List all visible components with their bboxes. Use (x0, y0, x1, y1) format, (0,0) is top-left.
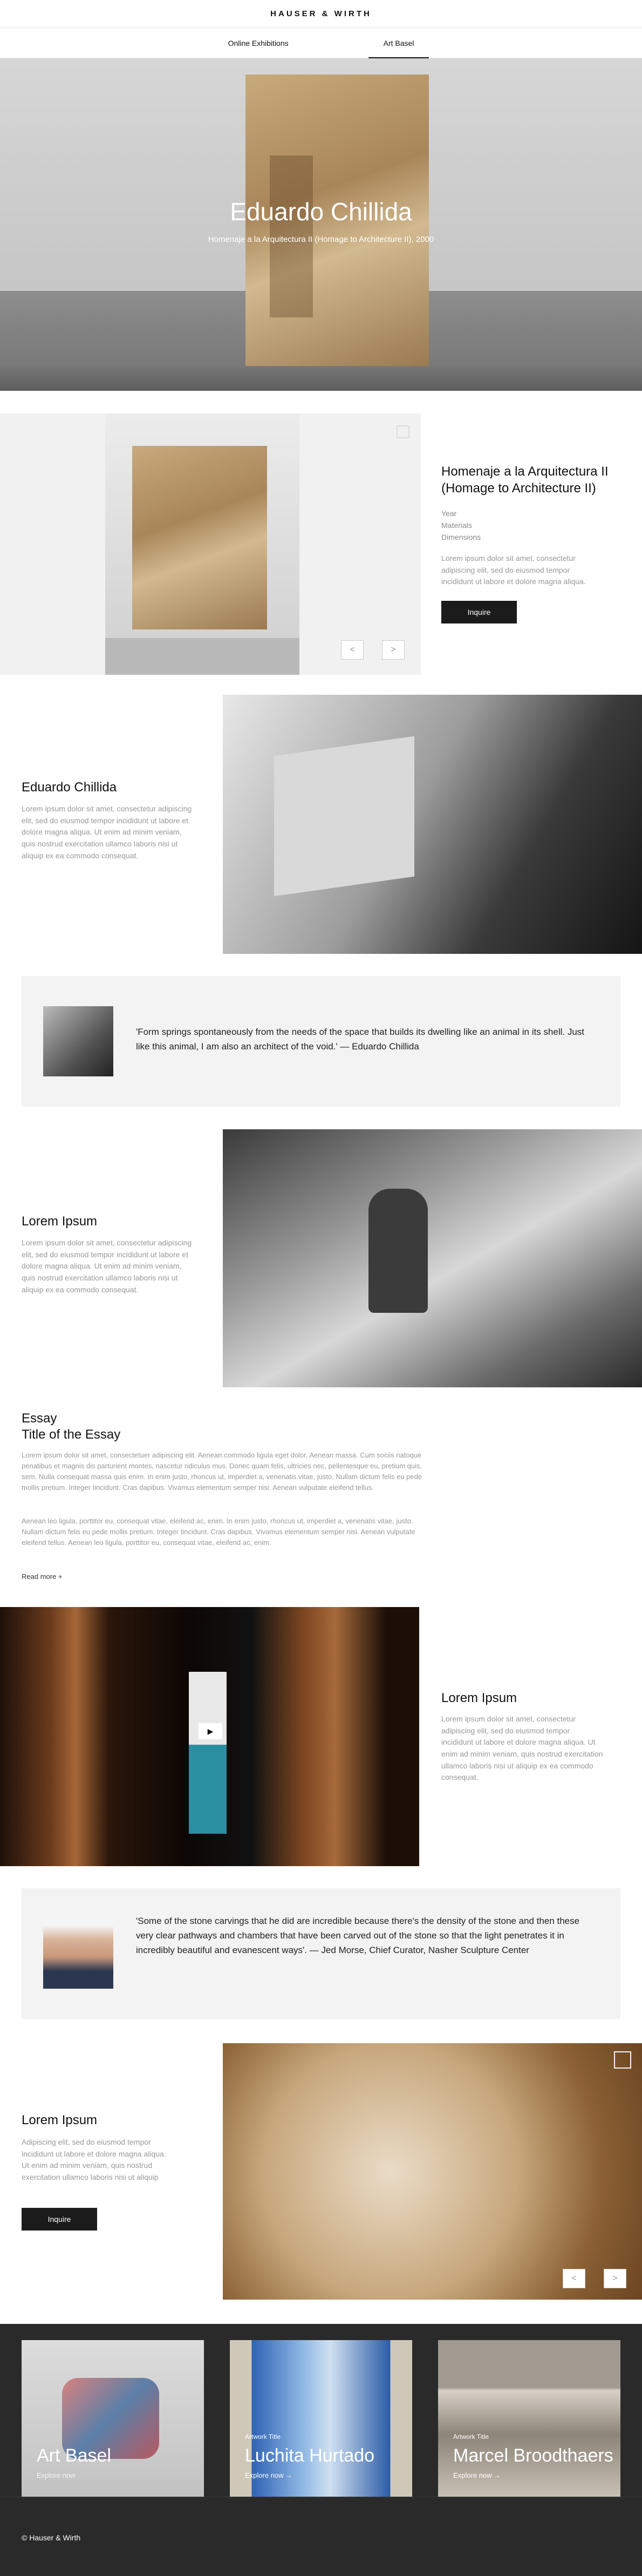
artwork-materials: Materials (441, 521, 472, 530)
card-explore-link[interactable]: Explore now → (245, 2471, 293, 2479)
artwork-year: Year (441, 509, 457, 518)
tab-online-exhibitions[interactable]: Online Exhibitions (228, 38, 289, 48)
quote-text: 'Form springs spontaneously from the needs of the space that builds its dwelling like an animal in its shell. Just like this animal, I am also an architect of the void.' — Eduardo Chillida (136, 1027, 584, 1052)
expand-icon[interactable] (397, 425, 409, 438)
artwork-description: Lorem ipsum dolor sit amet, consectetur adipiscing elit, sed do eiusmod tempor incididunt ut labore et dolore magna aliqua. (441, 554, 586, 586)
section3-inquire-button[interactable]: Inquire (22, 2208, 97, 2231)
card-art-basel[interactable] (22, 2340, 204, 2498)
section3-title: Lorem Ipsum (22, 2113, 98, 2127)
section3-text: Adipiscing elit, sed do eiusmod tempor incididunt ut labore et dolore magna aliqua. Ut enim ad minim veniam, quis nostrud exercitation ullamco laboris nisi ut aliquip (22, 2138, 166, 2182)
bio-title: Eduardo Chillida (22, 780, 117, 795)
artwork-dimensions: Dimensions (441, 533, 481, 541)
artwork-image (132, 446, 267, 629)
card-luchita-hurtado[interactable] (230, 2340, 412, 2498)
video-text: Lorem ipsum dolor sit amet, consectetur adipiscing elit, sed do eiusmod tempor incididunt ut labore et dolore magna aliqua. Ut enim ad minim veniam, quis nostrud exercitation ullamco laboris nisi ut aliquip ex ea commodo consequat. (441, 1714, 603, 1782)
bio-text: Lorem ipsum dolor sit amet, consectetur adipiscing elit, sed do eiusmod tempor incididunt ut labore et dolore magna aliqua. Ut enim ad minim veniam, quis nostrud exercitation ullamco laboris nisi ut aliquip ex ea commodo consequat. (22, 804, 192, 860)
video-player[interactable] (0, 1607, 419, 1866)
play-icon[interactable]: ▶ (199, 1723, 222, 1739)
artwork-gallery (0, 413, 421, 675)
gallery-prev-button[interactable]: < (341, 640, 364, 660)
card-marcel-broodthaers[interactable] (438, 2340, 620, 2498)
section2-title: Lorem Ipsum (22, 1214, 98, 1229)
site-footer (0, 2497, 642, 2576)
section3-next-button[interactable]: > (604, 2269, 626, 2288)
card-title: Luchita Hurtado (245, 2445, 375, 2466)
artwork-image-frame[interactable] (105, 413, 299, 675)
card-label: Artwork Title (453, 2433, 489, 2441)
card-label: Artwork Title (245, 2433, 281, 2441)
quote2-portrait (43, 1919, 113, 1989)
card-explore-link[interactable]: Explore now → (453, 2471, 501, 2479)
essay-label: Essay (22, 1411, 57, 1426)
sub-navigation (0, 28, 642, 58)
card-title: Marcel Broodthaers (453, 2445, 613, 2466)
section3-gallery-image[interactable] (223, 2043, 642, 2300)
hero-subtitle: Homenaje a la Arquitectura II (Homage to Architecture II), 2000 (208, 235, 434, 244)
artwork-inquire-button[interactable]: Inquire (441, 601, 517, 623)
quote2-text: 'Some of the stone carvings that he did are incredible because there's the density of the stone and then these very clear pathways and chambers that have been carved out of the stone so that the light penetrates it in incredibly beautiful and evanescent ways'. — Jed Morse, Chief Curator, Nasher Sculpture Center (136, 1916, 580, 1956)
hero-title: Eduardo Chillida (230, 198, 412, 226)
essay-title: Title of the Essay (22, 1427, 121, 1442)
footer-copyright: © Hauser & Wirth (22, 2533, 81, 2542)
essay-paragraph-2: Aenean leo ligula, porttitor eu, consequat vitae, eleifend ac, enim. In enim justo, rhoncus ut, imperdiet a, venenatis vitae, justo. Nullam dictum felis eu pede mollis pretium. Integer tincidunt. Cras dapibus. Vivamus elementum semper nisi. Aenean vulputate eleifend tellus. Aenean leo ligula, porttitor eu, consequat vitae, eleifend ac, enim. (22, 1517, 415, 1547)
section2-photo (223, 1129, 642, 1387)
essay-read-more-link[interactable]: Read more + (22, 1572, 63, 1581)
site-logo[interactable]: HAUSER & WIRTH (0, 0, 642, 28)
artwork-title: Homenaje a la Arquitectura II (Homage to Architecture II) (441, 464, 609, 496)
section2-figure (368, 1189, 428, 1313)
video-title: Lorem Ipsum (441, 1691, 517, 1705)
section2-text: Lorem ipsum dolor sit amet, consectetur adipiscing elit, sed do eiusmod tempor incididunt ut labore et dolore magna aliqua. Ut enim ad minim veniam, quis nostrud exercitation ullamco laboris nisi ut aliquip ex ea commodo consequat. (22, 1238, 192, 1294)
card-title: Art Basel (37, 2445, 111, 2466)
bio-photo (223, 695, 642, 954)
bio-photo-sculpture (274, 736, 414, 897)
card-explore-link[interactable]: Explore now (37, 2471, 76, 2479)
essay-paragraph-1: Lorem ipsum dolor sit amet, consectetuer adipiscing elit. Aenean commodo ligula eget dolor. Aenean massa. Cum sociis natoque penatibus et magnis dis parturient montes, nascetur ridiculus mus. Donec quam felis, ultricies nec, pellentesque eu, pretium quis, sem. Nulla consequat massa quis enim. In enim justo, rhoncus ut, imperdiet a, venenatis vitae, justo. Nullam dictum felis eu pede mollis pretium. Integer tincidunt. Cras dapibus. Vivamus elementum semper nisi. Aenean vulputate eleifend tellus. (22, 1451, 422, 1492)
section3-prev-button[interactable]: < (563, 2269, 585, 2288)
quote-portrait (43, 1006, 113, 1076)
gallery-next-button[interactable]: > (382, 640, 405, 660)
section3-expand-icon[interactable] (614, 2051, 631, 2069)
tab-art-basel[interactable]: Art Basel (368, 28, 429, 58)
video-person (189, 1672, 227, 1834)
